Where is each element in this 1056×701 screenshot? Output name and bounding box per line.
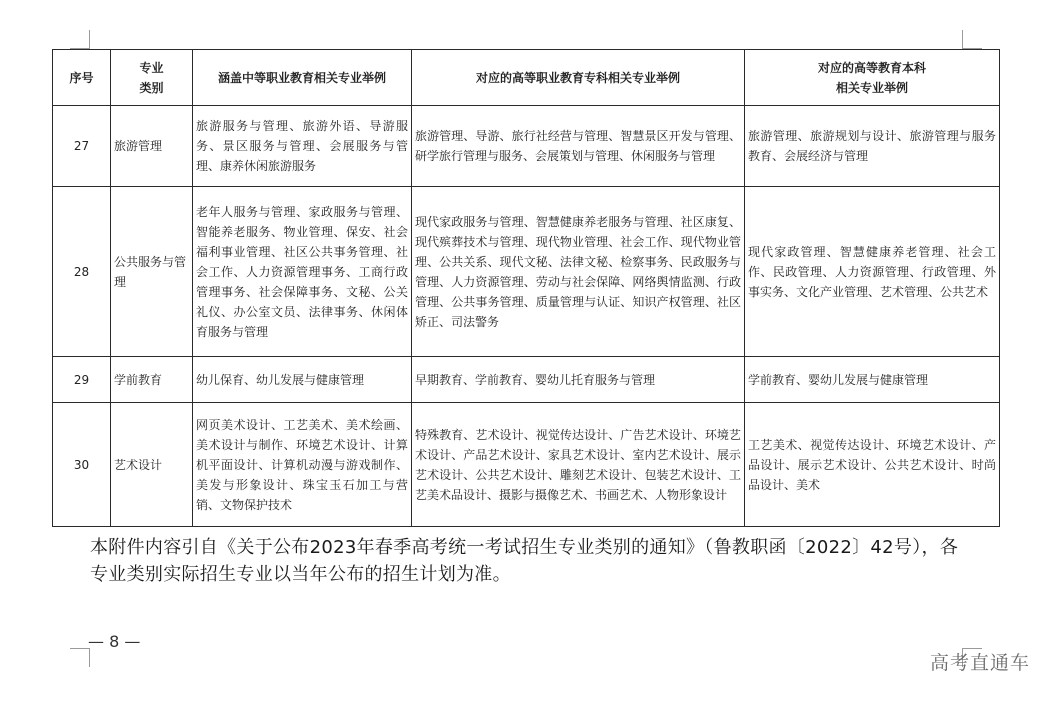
row-category: 艺术设计 xyxy=(111,403,193,527)
specialty-table xyxy=(52,49,1000,527)
row-category: 学前教育 xyxy=(111,357,193,403)
row-vocational: 特殊教育、艺术设计、视觉传达设计、广告艺术设计、环境艺术设计、产品艺术设计、家具艺术设计、室内艺术设计、展示艺术设计、公共艺术设计、雕刻艺术设计、包装艺术设计、工艺美术品设计、摄影与摄像艺术、书画艺术、人物形象设计 xyxy=(412,403,745,527)
footnote-text: 本附件内容引自《关于公布2023年春季高考统一考试招生专业类别的通知》（鲁教职函〔2022〕42号），各专业类别实际招生专业以当年公布的招生计划为准。 xyxy=(90,537,959,585)
header-category-line1: 专业 xyxy=(139,60,164,75)
row-vocational: 旅游管理、导游、旅行社经营与管理、智慧景区开发与管理、研学旅行管理与服务、会展策划与管理、休闲服务与管理 xyxy=(412,106,745,187)
row-no: 30 xyxy=(53,403,111,527)
table-row xyxy=(53,403,1000,527)
row-secondary: 旅游服务与管理、旅游外语、导游服务、景区服务与管理、会展服务与管理、康养休闲旅游服务 xyxy=(193,106,412,187)
row-secondary: 网页美术设计、工艺美术、美术绘画、美术设计与制作、环境艺术设计、计算机平面设计、计算机动漫与游戏制作、美发与形象设计、珠宝玉石加工与营销、文物保护技术 xyxy=(193,403,412,527)
page-number: — 8 — xyxy=(88,632,141,651)
table-row xyxy=(53,187,1000,357)
crop-mark-bottom-left-h xyxy=(70,648,89,649)
row-undergrad: 旅游管理、旅游规划与设计、旅游管理与服务教育、会展经济与管理 xyxy=(745,106,1000,187)
row-no: 27 xyxy=(53,106,111,187)
row-no: 28 xyxy=(53,187,111,357)
header-undergrad-line2: 相关专业举例 xyxy=(835,80,908,95)
header-no: 序号 xyxy=(53,50,111,106)
crop-mark-top-right-v xyxy=(962,30,963,49)
watermark-text: 高考直通车 xyxy=(929,652,1030,674)
header-category-line2: 类别 xyxy=(139,80,164,95)
row-undergrad: 工艺美术、视觉传达设计、环境艺术设计、产品设计、展示艺术设计、公共艺术设计、时尚品设计、美术 xyxy=(745,403,1000,527)
row-category: 旅游管理 xyxy=(111,106,193,187)
crop-mark-top-left-v xyxy=(89,30,90,49)
row-secondary: 老年人服务与管理、家政服务与管理、智能养老服务、物业管理、保安、社会福利事业管理、社区公共事务管理、社会工作、人力资源管理事务、工商行政管理事务、社会保障事务、文秘、公关礼仪、办公室文员、法律事务、休闲体育服务与管理 xyxy=(193,187,412,357)
header-secondary: 涵盖中等职业教育相关专业举例 xyxy=(193,50,412,106)
row-vocational: 现代家政服务与管理、智慧健康养老服务与管理、社区康复、现代殡葬技术与管理、现代物业管理、社会工作、现代物业管理、公共关系、现代文秘、法律文秘、检察事务、民政服务与管理、人力资源管理、劳动与社会保障、网络舆情监测、行政管理、公共事务管理、质量管理与认证、知识产权管理、社区矫正、司法警务 xyxy=(412,187,745,357)
header-undergrad xyxy=(745,50,1000,106)
header-vocational: 对应的高等职业教育专科相关专业举例 xyxy=(412,50,745,106)
header-undergrad-line1: 对应的高等教育本科 xyxy=(817,60,926,75)
header-category xyxy=(111,50,193,106)
table-row xyxy=(53,357,1000,403)
row-category: 公共服务与管理 xyxy=(111,187,193,357)
row-undergrad: 学前教育、婴幼儿发展与健康管理 xyxy=(745,357,1000,403)
row-undergrad: 现代家政管理、智慧健康养老管理、社会工作、民政管理、人力资源管理、行政管理、外事实务、文化产业管理、艺术管理、公共艺术 xyxy=(745,187,1000,357)
row-secondary: 幼儿保育、幼儿发展与健康管理 xyxy=(193,357,412,403)
row-no: 29 xyxy=(53,357,111,403)
table-header-row xyxy=(53,50,1000,106)
row-vocational: 早期教育、学前教育、婴幼儿托育服务与管理 xyxy=(412,357,745,403)
table-row xyxy=(53,106,1000,187)
